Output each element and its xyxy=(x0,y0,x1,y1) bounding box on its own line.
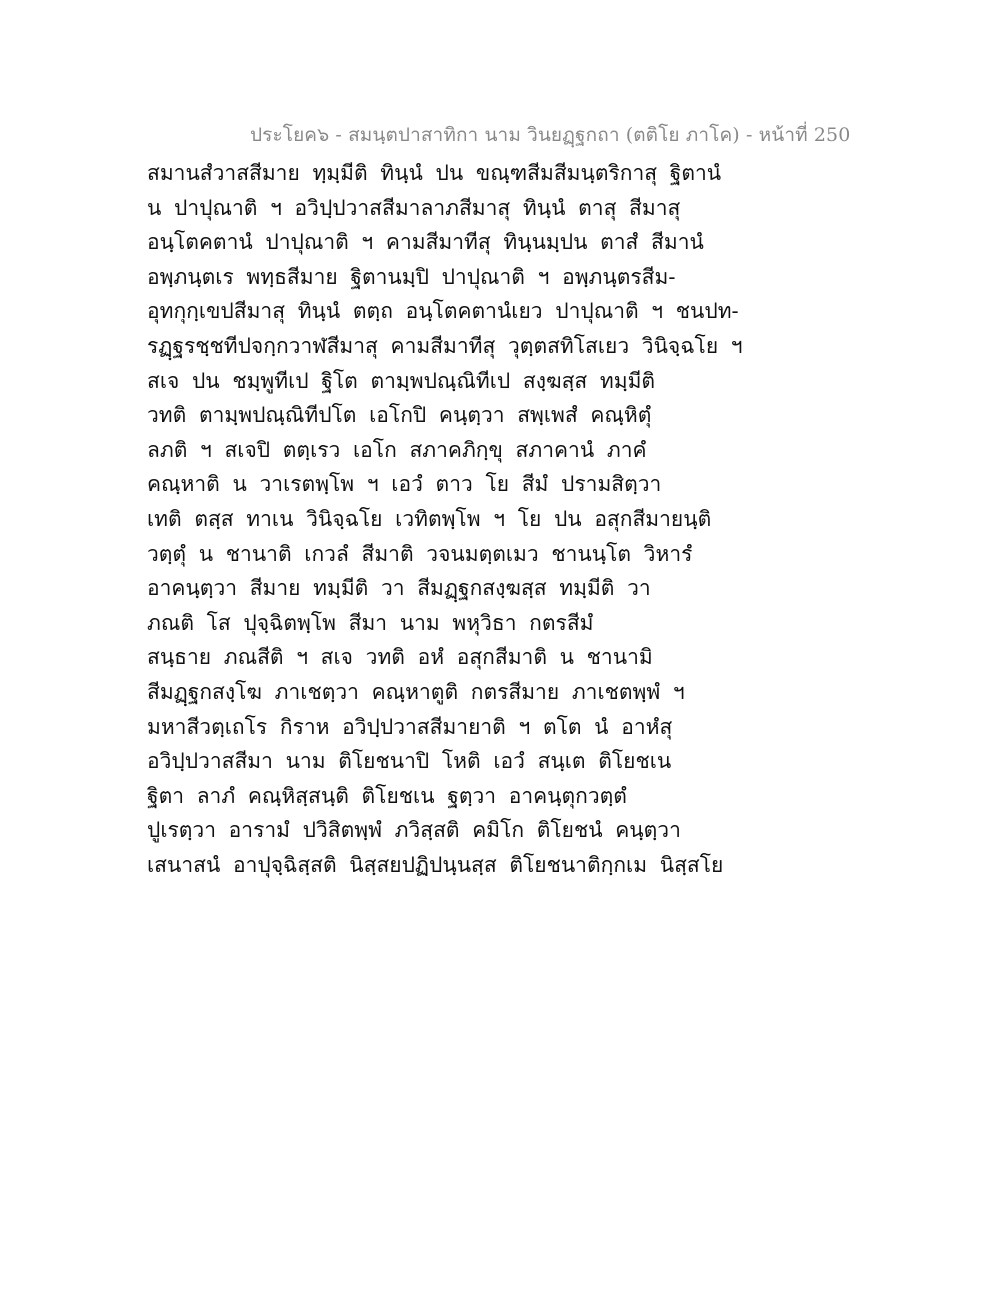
text-line: อนฺโตคตานํ ปาปุณาติ ฯ คามสีมาทีสุ ทินฺนมฺปน ตาสํ สีมานํ xyxy=(147,230,704,255)
text-line: อุทกุกฺเขปสีมาสุ ทินฺนํ ตตฺถ อนฺโตคตานํเยว ปาปุณาติ ฯ ชนปท- xyxy=(147,299,739,324)
text-line: วทติ ตามฺพปณฺณิทีปโต เอโกปิ คนฺตฺวา สพฺเพสํ คณฺหิตุํ xyxy=(147,403,652,428)
page-header: ประโยค๖ - สมนฺตปาสาทิกา นาม วินยฏฺฐกถา (ตติโย ภาโค) - หน้าที่ 250 xyxy=(250,124,851,146)
body-text xyxy=(147,156,747,882)
text-line: สเจ ปน ชมฺพูทีเป ฐิโต ตามฺพปณฺณิทีเป สงฺฆสฺส ทมฺมีติ xyxy=(147,368,656,393)
text-line: มหาสีวตฺเถโร กิราห อวิปฺปวาสสีมายาติ ฯ ตโต นํ อาหํสุ xyxy=(147,714,673,739)
text-line: สมานสํวาสสีมาย ทฺมฺมีติ ทินฺนํ ปน ขณฺฑสีมสีมนฺตริกาสุ ฐิตานํ xyxy=(147,161,722,185)
text-line: รฏฺฐรชฺชทีปจกฺกวาฬสีมาสุ คามสีมาทีสุ วุตฺตสทิโสเยว วินิจฺฉโย ฯ xyxy=(147,333,743,358)
text-line: อาคนฺตฺวา สีมาย ทมฺมีติ วา สีมฏฺฐกสงฺฆสฺส ทมฺมีติ วา xyxy=(147,576,651,601)
text-line: อวิปฺปวาสสีมา นาม ติโยชนาปิ โหติ เอวํ สนฺเต ติโยชเน xyxy=(147,749,672,774)
text-line: ลภติ ฯ สเจปิ ตตฺเรว เอโก สภาคภิกฺขุ สภาคานํ ภาคํ xyxy=(147,437,647,462)
text-line: ภณติ โส ปุจฺฉิตพฺโพ สีมา นาม พหุวิธา กตรสีมํ xyxy=(147,610,594,635)
text-line: น ปาปุณาติ ฯ อวิปฺปวาสสีมาลาภสีมาสุ ทินฺนํ ตาสุ สีมาสุ xyxy=(147,195,681,220)
text-line: สีมฏฺฐกสงฺโฆ ภาเชตฺวา คณฺหาตูติ กตรสีมาย ภาเชตพฺพํ ฯ xyxy=(147,679,685,704)
text-line: ฐิตา ลาภํ คณฺหิสฺสนฺติ ติโยชเน ฐตฺวา อาคนฺตุกวตฺตํ xyxy=(147,783,627,808)
text-line: ปูเรตฺวา อารามํ ปวิสิตพฺพํ ภวิสฺสติ คมิโก ติโยชนํ คนฺตฺวา xyxy=(147,818,681,843)
text-line: อพฺภนฺตเร พทฺธสีมาย ฐิตานมฺปิ ปาปุณาติ ฯ อพฺภนฺตรสีม- xyxy=(147,264,676,289)
text-line: วตฺตุํ น ชานาติ เกวลํ สีมาติ วจนมตฺตเมว ชานนฺโต วิหารํ xyxy=(147,541,693,566)
text-line: สนฺธาย ภณสีติ ฯ สเจ วทติ อหํ อสุกสีมาติ น ชานามิ xyxy=(147,645,653,670)
text-line: คณฺหาติ น วาเรตพฺโพ ฯ เอวํ ตาว โย สีมํ ปรามสิตฺวา xyxy=(147,472,662,497)
text-line: เทติ ตสฺส ทาเน วินิจฺฉโย เวทิตพฺโพ ฯ โย ปน อสุกสีมายนฺติ xyxy=(147,506,712,531)
text-line: เสนาสนํ อาปุจฺฉิสฺสติ นิสฺสยปฏิปนฺนสฺส ติโยชนาติกฺกเม นิสฺสโย xyxy=(147,852,724,877)
